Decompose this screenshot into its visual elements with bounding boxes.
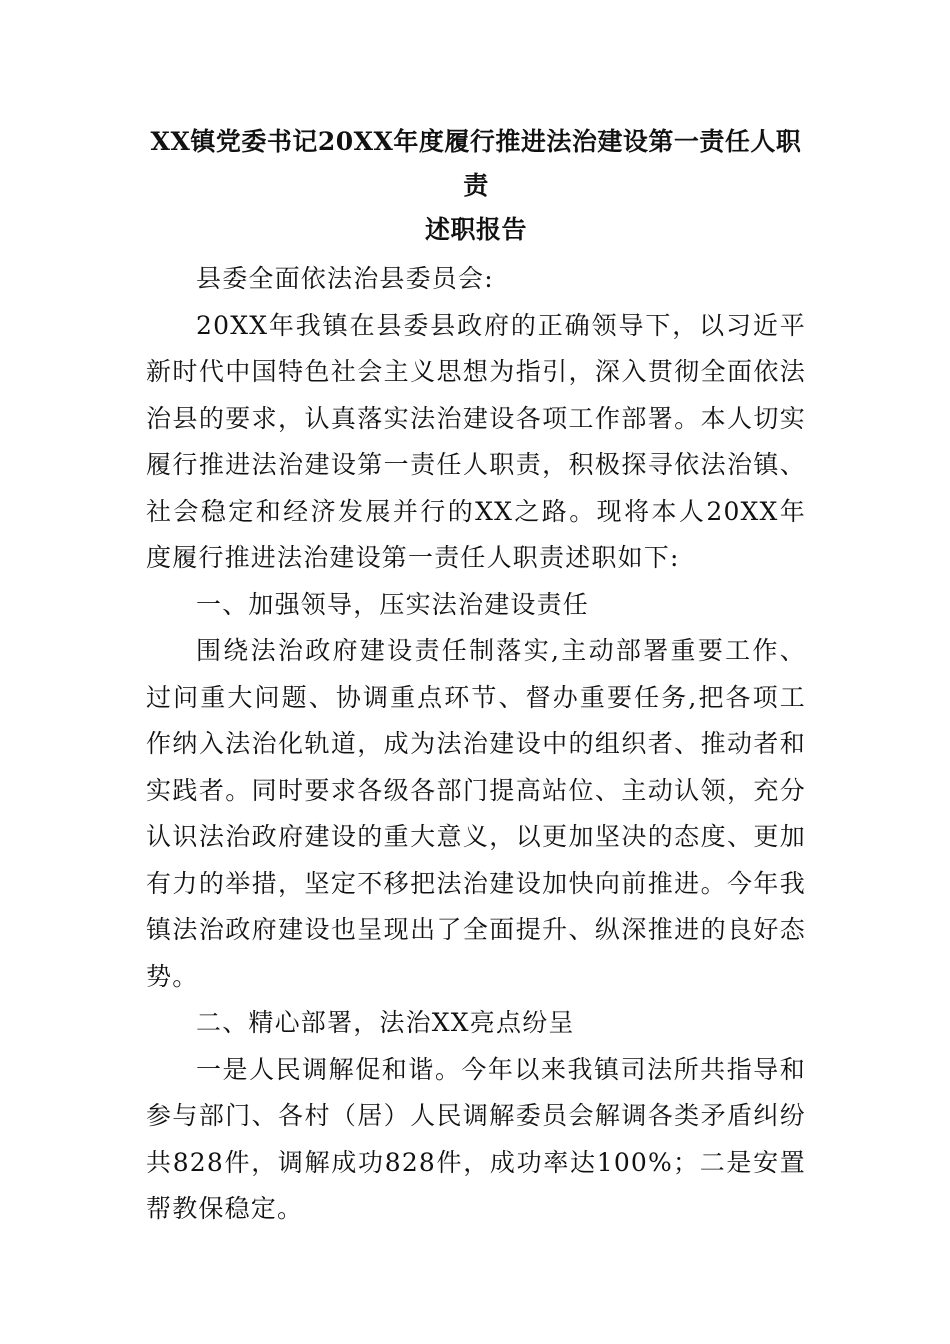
paragraph-intro: 20XX年我镇在县委县政府的正确领导下，以习近平新时代中国特色社会主义思想为指引，深入贯彻全面依法治县的要求，认真落实法治建设各项工作部署。本人切实履行推进法治建设第一责任人职责，积极探寻依法治镇、社会稳定和经济发展并行的XX之路。现将本人20XX年度履行推进法治建设第一责任人职责述职如下:: [146, 310, 806, 572]
document-body: [146, 120, 806, 1233]
title-line-1: XX镇党委书记20XX年度履行推进法治建设第一责任人职责: [150, 127, 802, 200]
title-line-2: 述职报告: [424, 215, 527, 244]
document-title: [146, 120, 806, 252]
section-heading-1: 一、加强领导，压实法治建设责任: [196, 589, 590, 619]
section-heading-2: 二、精心部署，法治XX亮点纷呈: [196, 1008, 575, 1037]
salutation: 县委全面依法治县委员会:: [196, 264, 494, 293]
paragraph-section-2: 一是人民调解促和谐。今年以来我镇司法所共指导和参与部门、各村（居）人民调解委员会解调各类矛盾纠纷共828件，调解成功828件，成功率达100%；二是安置帮教保稳定。: [146, 1054, 806, 1223]
paragraph-section-1: 围绕法治政府建设责任制落实,主动部署重要工作、过问重大问题、协调重点环节、督办重要任务,把各项工作纳入法治化轨道，成为法治建设中的组织者、推动者和实践者。同时要求各级各部门提高站位、主动认领，充分认识法治政府建设的重大意义，以更加坚决的态度、更加有力的举措，坚定不移把法治建设加快向前推进。今年我镇法治政府建设也呈现出了全面提升、纵深推进的良好态势。: [146, 636, 806, 991]
